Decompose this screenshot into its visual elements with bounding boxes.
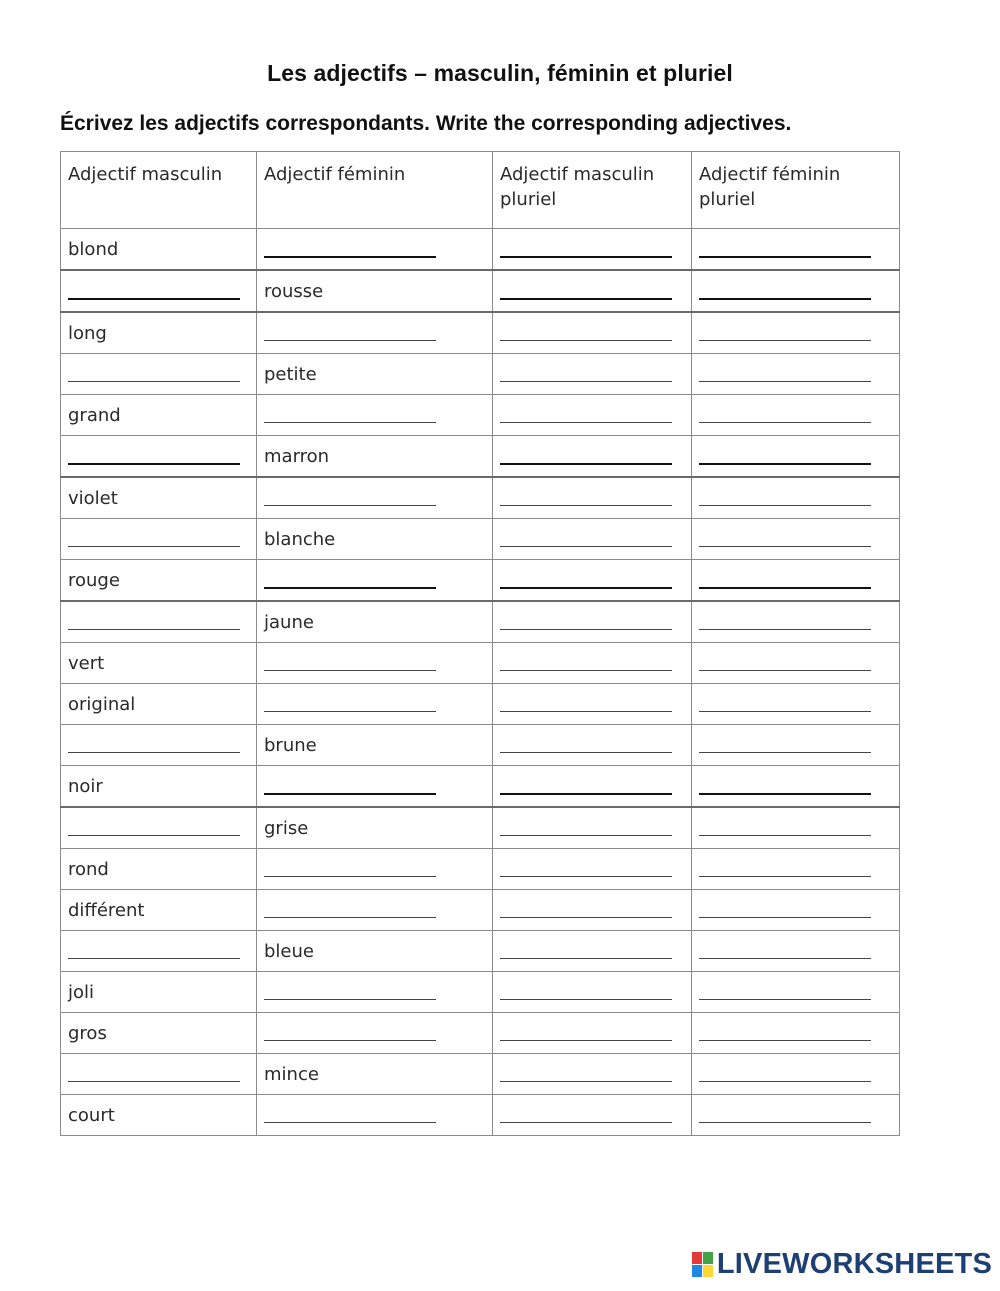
table-row [61, 601, 900, 643]
feminine-plural-cell[interactable] [692, 1013, 900, 1054]
masculine-plural-cell[interactable] [493, 643, 692, 684]
table-row [61, 766, 900, 808]
adjectives-table [60, 151, 900, 1136]
logo-square-yellow [703, 1265, 713, 1277]
feminine-plural-cell[interactable] [692, 312, 900, 354]
adjective-text: bleue [264, 940, 314, 962]
feminine-plural-cell[interactable] [692, 395, 900, 436]
table-row [61, 354, 900, 395]
answer-blank[interactable] [500, 532, 672, 547]
table-body [61, 229, 900, 1136]
masculine-cell[interactable] [61, 931, 257, 972]
answer-blank[interactable] [264, 862, 436, 877]
header-feminine-plural: Adjectif féminin pluriel [692, 152, 900, 229]
masculine-cell[interactable] [61, 601, 257, 643]
feminine-plural-cell[interactable] [692, 972, 900, 1013]
masculine-plural-cell[interactable] [493, 1054, 692, 1095]
answer-blank[interactable] [264, 779, 436, 795]
header-masculine-plural: Adjectif masculin pluriel [493, 152, 692, 229]
answer-blank[interactable] [699, 1026, 871, 1041]
table-row [61, 849, 900, 890]
feminine-plural-cell[interactable] [692, 766, 900, 808]
masculine-cell[interactable] [61, 436, 257, 478]
masculine-plural-cell[interactable] [493, 1095, 692, 1136]
adjective-text: jaune [264, 611, 314, 633]
adjective-text: court [68, 1104, 115, 1126]
answer-blank[interactable] [264, 656, 436, 671]
table-row [61, 1013, 900, 1054]
adjective-text: violet [68, 487, 118, 509]
masculine-cell[interactable] [61, 725, 257, 766]
logo-square-red [692, 1252, 702, 1264]
answer-blank[interactable] [699, 779, 871, 795]
answer-blank[interactable] [699, 242, 871, 258]
answer-blank[interactable] [699, 573, 871, 589]
feminine-plural-cell[interactable] [692, 931, 900, 972]
masculine-cell [61, 684, 257, 725]
answer-blank[interactable] [500, 284, 672, 300]
answer-blank[interactable] [500, 779, 672, 795]
masculine-plural-cell[interactable] [493, 519, 692, 560]
table-row [61, 395, 900, 436]
feminine-cell [257, 519, 493, 560]
table-row [61, 972, 900, 1013]
feminine-cell[interactable] [257, 766, 493, 808]
feminine-plural-cell[interactable] [692, 229, 900, 271]
masculine-plural-cell[interactable] [493, 436, 692, 478]
adjective-text: grand [68, 404, 121, 426]
masculine-plural-cell[interactable] [493, 601, 692, 643]
feminine-cell[interactable] [257, 395, 493, 436]
table-row [61, 270, 900, 312]
feminine-plural-cell[interactable] [692, 270, 900, 312]
masculine-plural-cell[interactable] [493, 312, 692, 354]
adjective-text: gros [68, 1022, 107, 1044]
answer-blank[interactable] [699, 985, 871, 1000]
masculine-plural-cell[interactable] [493, 477, 692, 519]
masculine-cell [61, 849, 257, 890]
table-row [61, 229, 900, 271]
answer-blank[interactable] [68, 821, 240, 836]
table-row [61, 477, 900, 519]
answer-blank[interactable] [500, 697, 672, 712]
answer-blank[interactable] [500, 449, 672, 465]
answer-blank[interactable] [264, 985, 436, 1000]
answer-blank[interactable] [68, 944, 240, 959]
answer-blank[interactable] [264, 1108, 436, 1123]
answer-blank[interactable] [699, 903, 871, 918]
answer-blank[interactable] [699, 367, 871, 382]
answer-blank[interactable] [699, 449, 871, 465]
masculine-plural-cell[interactable] [493, 972, 692, 1013]
masculine-plural-cell[interactable] [493, 229, 692, 271]
table-header-row [61, 152, 900, 229]
adjective-text: noir [68, 775, 103, 797]
answer-blank[interactable] [699, 615, 871, 630]
masculine-cell [61, 229, 257, 271]
masculine-cell [61, 643, 257, 684]
adjective-text: brune [264, 734, 317, 756]
masculine-plural-cell[interactable] [493, 1013, 692, 1054]
instruction-text: Écrivez les adjectifs correspondants. Write the corresponding adjectives. [60, 112, 792, 135]
masculine-plural-cell[interactable] [493, 395, 692, 436]
feminine-cell[interactable] [257, 890, 493, 931]
masculine-cell [61, 766, 257, 808]
masculine-cell[interactable] [61, 1054, 257, 1095]
masculine-cell[interactable] [61, 519, 257, 560]
table-row [61, 931, 900, 972]
answer-blank[interactable] [699, 821, 871, 836]
masculine-plural-cell[interactable] [493, 849, 692, 890]
masculine-cell[interactable] [61, 354, 257, 395]
answer-blank[interactable] [500, 367, 672, 382]
answer-blank[interactable] [500, 408, 672, 423]
answer-blank[interactable] [699, 1108, 871, 1123]
answer-blank[interactable] [699, 656, 871, 671]
table-row [61, 643, 900, 684]
feminine-cell[interactable] [257, 560, 493, 602]
table-row [61, 684, 900, 725]
adjective-text: vert [68, 652, 105, 674]
adjective-text: blanche [264, 528, 336, 550]
feminine-plural-cell[interactable] [692, 436, 900, 478]
masculine-cell [61, 1095, 257, 1136]
answer-blank[interactable] [500, 242, 672, 258]
answer-blank[interactable] [500, 615, 672, 630]
feminine-plural-cell[interactable] [692, 477, 900, 519]
answer-blank[interactable] [264, 903, 436, 918]
adjective-text: blond [68, 238, 119, 260]
answer-blank[interactable] [264, 573, 436, 589]
feminine-plural-cell[interactable] [692, 560, 900, 602]
adjective-text: grise [264, 817, 309, 839]
answer-blank[interactable] [500, 944, 672, 959]
logo-grid-icon [692, 1252, 713, 1277]
feminine-plural-cell[interactable] [692, 643, 900, 684]
masculine-plural-cell[interactable] [493, 354, 692, 395]
masculine-cell [61, 395, 257, 436]
answer-blank[interactable] [264, 491, 436, 506]
masculine-plural-cell[interactable] [493, 725, 692, 766]
feminine-plural-cell[interactable] [692, 890, 900, 931]
feminine-cell [257, 601, 493, 643]
logo-square-green [703, 1252, 713, 1264]
answer-blank[interactable] [699, 1067, 871, 1082]
answer-blank[interactable] [500, 821, 672, 836]
masculine-cell [61, 1013, 257, 1054]
answer-blank[interactable] [68, 284, 240, 300]
answer-blank[interactable] [699, 284, 871, 300]
feminine-cell [257, 354, 493, 395]
answer-blank[interactable] [500, 903, 672, 918]
masculine-plural-cell[interactable] [493, 931, 692, 972]
feminine-cell[interactable] [257, 849, 493, 890]
masculine-plural-cell[interactable] [493, 766, 692, 808]
answer-blank[interactable] [699, 862, 871, 877]
masculine-cell [61, 890, 257, 931]
feminine-cell [257, 725, 493, 766]
masculine-plural-cell[interactable] [493, 560, 692, 602]
answer-blank[interactable] [500, 1067, 672, 1082]
answer-blank[interactable] [699, 697, 871, 712]
feminine-cell [257, 270, 493, 312]
answer-blank[interactable] [500, 1108, 672, 1123]
answer-blank[interactable] [699, 944, 871, 959]
feminine-plural-cell[interactable] [692, 354, 900, 395]
table-row [61, 436, 900, 478]
masculine-cell [61, 560, 257, 602]
answer-blank[interactable] [699, 491, 871, 506]
feminine-plural-cell[interactable] [692, 807, 900, 849]
feminine-cell [257, 1054, 493, 1095]
answer-blank[interactable] [500, 862, 672, 877]
adjective-text: rousse [264, 280, 324, 302]
feminine-cell[interactable] [257, 972, 493, 1013]
masculine-cell[interactable] [61, 807, 257, 849]
answer-blank[interactable] [699, 738, 871, 753]
answer-blank[interactable] [500, 491, 672, 506]
feminine-cell [257, 807, 493, 849]
answer-blank[interactable] [68, 449, 240, 465]
adjective-text: mince [264, 1063, 319, 1085]
feminine-plural-cell[interactable] [692, 519, 900, 560]
masculine-cell [61, 477, 257, 519]
answer-blank[interactable] [264, 326, 436, 341]
table-row [61, 807, 900, 849]
answer-blank[interactable] [699, 326, 871, 341]
liveworksheets-logo [692, 1248, 992, 1281]
adjective-text: marron [264, 445, 330, 467]
answer-blank[interactable] [264, 697, 436, 712]
feminine-plural-cell[interactable] [692, 849, 900, 890]
header-feminine: Adjectif féminin [257, 152, 493, 229]
answer-blank[interactable] [500, 573, 672, 589]
table-row [61, 312, 900, 354]
masculine-plural-cell[interactable] [493, 684, 692, 725]
masculine-plural-cell[interactable] [493, 270, 692, 312]
masculine-cell[interactable] [61, 270, 257, 312]
answer-blank[interactable] [68, 367, 240, 382]
worksheet-title: Les adjectifs – masculin, féminin et pluriel [267, 60, 733, 86]
answer-blank[interactable] [68, 532, 240, 547]
adjective-text: différent [68, 899, 145, 921]
feminine-cell[interactable] [257, 643, 493, 684]
answer-blank[interactable] [500, 738, 672, 753]
logo-square-blue [692, 1265, 702, 1277]
answer-blank[interactable] [264, 242, 436, 258]
answer-blank[interactable] [500, 656, 672, 671]
table-row [61, 890, 900, 931]
adjective-text: rond [68, 858, 109, 880]
feminine-plural-cell[interactable] [692, 1095, 900, 1136]
table-row [61, 519, 900, 560]
feminine-cell[interactable] [257, 229, 493, 271]
header-masculine: Adjectif masculin [61, 152, 257, 229]
adjective-text: long [68, 322, 107, 344]
masculine-cell [61, 972, 257, 1013]
answer-blank[interactable] [264, 408, 436, 423]
feminine-cell[interactable] [257, 684, 493, 725]
adjective-text: joli [68, 981, 95, 1003]
masculine-plural-cell[interactable] [493, 890, 692, 931]
feminine-cell [257, 436, 493, 478]
table-row [61, 1054, 900, 1095]
adjective-text: petite [264, 363, 317, 385]
feminine-cell[interactable] [257, 312, 493, 354]
answer-blank[interactable] [68, 1067, 240, 1082]
answer-blank[interactable] [68, 738, 240, 753]
answer-blank[interactable] [500, 1026, 672, 1041]
answer-blank[interactable] [500, 985, 672, 1000]
masculine-cell [61, 312, 257, 354]
masculine-plural-cell[interactable] [493, 807, 692, 849]
adjective-text: original [68, 693, 136, 715]
feminine-cell [257, 931, 493, 972]
table-row [61, 560, 900, 602]
feminine-cell[interactable] [257, 477, 493, 519]
answer-blank[interactable] [699, 408, 871, 423]
feminine-cell[interactable] [257, 1013, 493, 1054]
adjective-text: rouge [68, 569, 120, 591]
answer-blank[interactable] [68, 615, 240, 630]
feminine-plural-cell[interactable] [692, 1054, 900, 1095]
answer-blank[interactable] [264, 1026, 436, 1041]
feminine-plural-cell[interactable] [692, 601, 900, 643]
table-row [61, 1095, 900, 1136]
answer-blank[interactable] [500, 326, 672, 341]
feminine-cell[interactable] [257, 1095, 493, 1136]
table-row [61, 725, 900, 766]
answer-blank[interactable] [699, 532, 871, 547]
feminine-plural-cell[interactable] [692, 684, 900, 725]
feminine-plural-cell[interactable] [692, 725, 900, 766]
logo-text: LIVEWORKSHEETS [716, 1248, 992, 1280]
